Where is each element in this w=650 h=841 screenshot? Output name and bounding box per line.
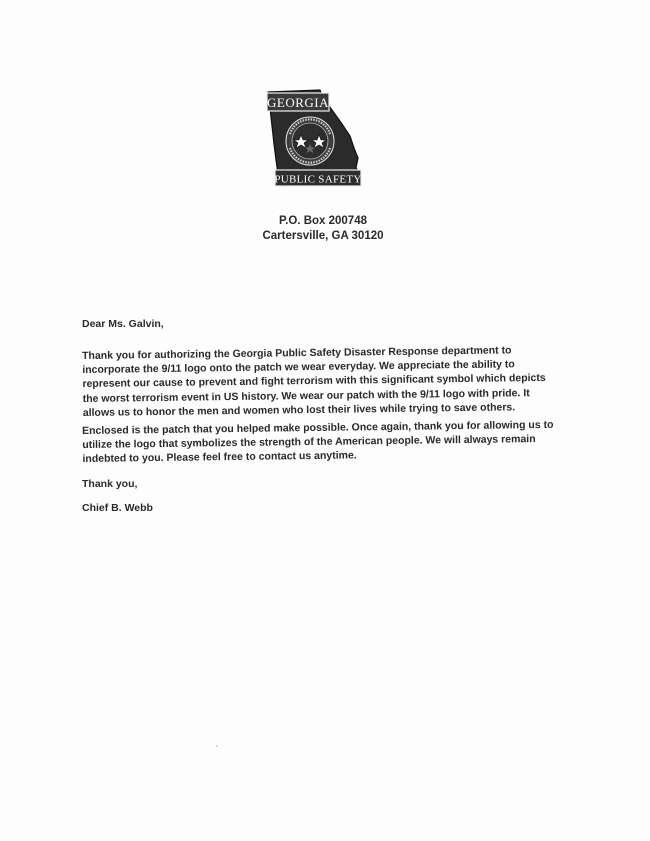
logo-bottom-text: PUBLIC SAFETY	[274, 173, 362, 186]
signature: Chief B. Webb	[82, 502, 153, 514]
georgia-public-safety-logo	[262, 86, 368, 194]
letter-paragraph-1: Thank you for authorizing the Georgia Public Safety Disaster Response department to incorporate the 9/11 logo onto the patch we wear everyday. We appreciate the ability to represent our cause to prevent and fight terrorism with this significant symbol which depicts the worst terrorism event in US history. We wear our patch with the 9/11 logo with pride. It allows us to honor the men and women who lost their lives while trying to save others.	[82, 344, 546, 419]
salutation: Dear Ms. Galvin,	[82, 318, 164, 330]
closing: Thank you,	[82, 478, 138, 490]
georgia-state-shape-icon	[262, 86, 368, 194]
letterhead-address	[0, 214, 648, 244]
logo-top-text: GEORGIA	[267, 95, 329, 110]
address-line-2: Cartersville, GA 30120	[262, 230, 384, 242]
scan-artifact	[216, 745, 218, 747]
letter-paragraph-2: Enclosed is the patch that you helped make possible. Once again, thank you for allowing us to utilize the logo that symbolizes the strength of the American people. We will always remain indebted to you. Please feel free to contact us anytime.	[82, 418, 554, 466]
address-line-1: P.O. Box 200748	[278, 215, 367, 227]
